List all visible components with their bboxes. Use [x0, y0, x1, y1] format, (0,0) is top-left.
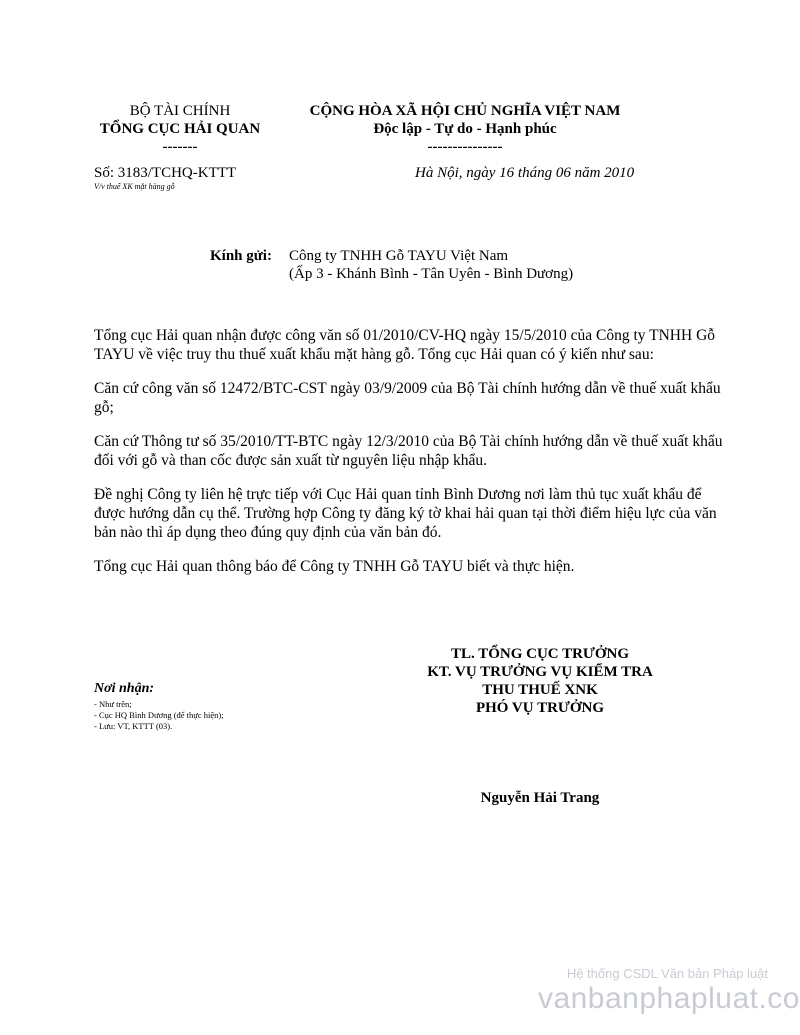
watermark-tagline: Hệ thống CSDL Văn bản Pháp luật — [566, 966, 768, 981]
recipients-list — [94, 699, 224, 732]
signature-title-4: PHÓ VỤ TRƯỞNG — [475, 700, 605, 716]
signature-title-1: TL. TỔNG CỤC TRƯỞNG — [450, 646, 630, 662]
issuer-block — [80, 102, 280, 156]
body-paragraph: Tổng cục Hải quan thông báo để Công ty TNHH Gỗ TAYU biết và thực hiện. — [94, 558, 575, 575]
national-motto: Độc lập - Tự do - Hạnh phúc — [373, 121, 557, 137]
issuer-separator: ------- — [162, 139, 198, 155]
watermark-domain: vanbanphapluat.co — [537, 982, 800, 1015]
body-paragraph: Căn cứ công văn số 12472/BTC-CST ngày 03/9/2009 của Bộ Tài chính hướng dẫn về thuế xuất khẩu gỗ; — [94, 380, 721, 416]
recipients-list-item: - Lưu: VT, KTTT (03). — [94, 721, 173, 731]
body-paragraph: Căn cứ Thông tư số 35/2010/TT-BTC ngày 12/3/2010 của Bộ Tài chính hướng dẫn về thuế xuất khẩu đối với gỗ và than cốc được sản xuất từ nguyên liệu nhập khẩu. — [94, 433, 723, 469]
signature-title-3: THU THUẾ XNK — [482, 682, 598, 698]
country-name: CỘNG HÒA XÃ HỘI CHỦ NGHĨA VIỆT NAM — [309, 103, 621, 119]
recipient-name: Công ty TNHH Gỗ TAYU Việt Nam — [289, 248, 509, 264]
body-paragraph: Tổng cục Hải quan nhận được công văn số 01/2010/CV-HQ ngày 15/5/2010 của Công ty TNHH Gỗ TAYU về việc truy thu thuế xuất khẩu mặt hàng gỗ. Tổng cục Hải quan có ý kiến như sau: — [94, 327, 716, 363]
motto-separator: --------------- — [427, 139, 503, 155]
site-watermark — [538, 966, 800, 1016]
recipients-list-item: - Như trên; — [94, 699, 132, 709]
signature-title-2: KT. VỤ TRƯỞNG VỤ KIỂM TRA — [427, 664, 653, 680]
body-paragraph: Đề nghị Công ty liên hệ trực tiếp với Cục Hải quan tỉnh Bình Dương nơi làm thủ tục xuất khẩu để được hướng dẫn cụ thể. Trường hợp Công ty đăng ký tờ khai hải quan tại thời điểm hiệu lực của văn bản nào thì áp dụng theo đúng quy định của văn bản đó. — [94, 486, 717, 541]
ministry-name: BỘ TÀI CHÍNH — [129, 103, 231, 119]
signature-block — [385, 645, 695, 717]
department-name: TỔNG CỤC HẢI QUAN — [99, 121, 261, 137]
letter-body — [94, 326, 734, 591]
recipients-list-item: - Cục HQ Bình Dương (để thực hiện); — [94, 710, 224, 720]
recipients-title: Nơi nhận: — [94, 681, 155, 696]
national-heading — [285, 102, 645, 156]
document-date: Hà Nội, ngày 16 tháng 06 năm 2010 — [415, 165, 635, 181]
document-subject: V/v thuế XK mặt hàng gỗ — [94, 182, 175, 191]
recipient-label: Kính gửi: — [210, 248, 272, 264]
recipient-address: (Ấp 3 - Khánh Bình - Tân Uyên - Bình Dương) — [289, 266, 574, 282]
signer-name: Nguyễn Hải Trang — [480, 790, 600, 806]
document-number: Số: 3183/TCHQ-KTTT — [94, 165, 237, 181]
